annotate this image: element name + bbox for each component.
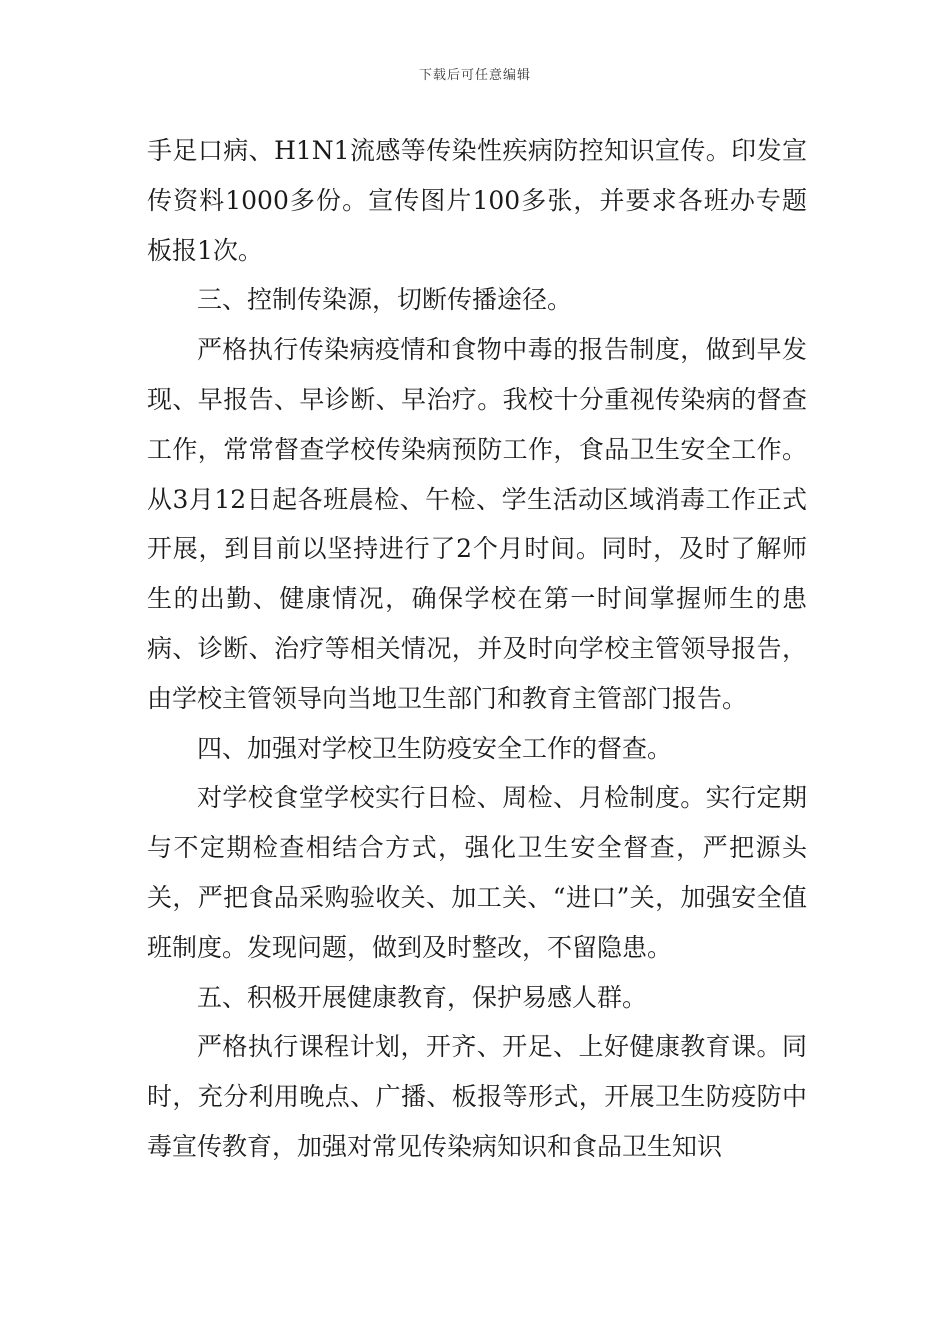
section-heading-five: 五、积极开展健康教育，保护易感人群。: [197, 982, 648, 1012]
paragraph-reporting-system: 严格执行传染病疫情和食物中毒的报告制度，做到早发现、早报告、早诊断、早治疗。我校十分重视传染病的督查工作，常常督查学校传染病预防工作，食品卫生安全工作。从3月12日起各班晨检、午检、学生活动区域消毒工作正式开展，到目前以坚持进行了2个月时间。同时，及时了解师生的出勤、健康情况，确保学校在第一时间掌握师生的患病、诊断、治疗等相关情况，并及时向学校主管领导报告，由学校主管领导向当地卫生部门和教育主管部门报告。: [147, 335, 807, 713]
paragraph-continued-publicity: 手足口病、H1N1流感等传染性疾病防控知识宣传。印发宣传资料1000多份。宣传图片100多张，并要求各班办专题板报1次。: [147, 136, 807, 265]
section-heading-four: 四、加强对学校卫生防疫安全工作的督查。: [197, 733, 673, 763]
section-heading-three: 三、控制传染源，切断传播途径。: [197, 285, 573, 315]
header-note: 下载后可任意编辑: [418, 68, 531, 83]
paragraph-health-education: 严格执行课程计划，开齐、开足、上好健康教育课。同时，充分利用晚点、广播、板报等形式，开展卫生防疫防中毒宣传教育，加强对常见传染病知识和食品卫生知识: [147, 1032, 807, 1161]
document-body: [147, 126, 807, 1172]
paragraph-canteen-inspection: 对学校食堂学校实行日检、周检、月检制度。实行定期与不定期检查相结合方式，强化卫生安全督查，严把源头关，严把食品采购验收关、加工关、“进口”关，加强安全值班制度。发现问题，做到及时整改，不留隐患。: [147, 783, 807, 962]
